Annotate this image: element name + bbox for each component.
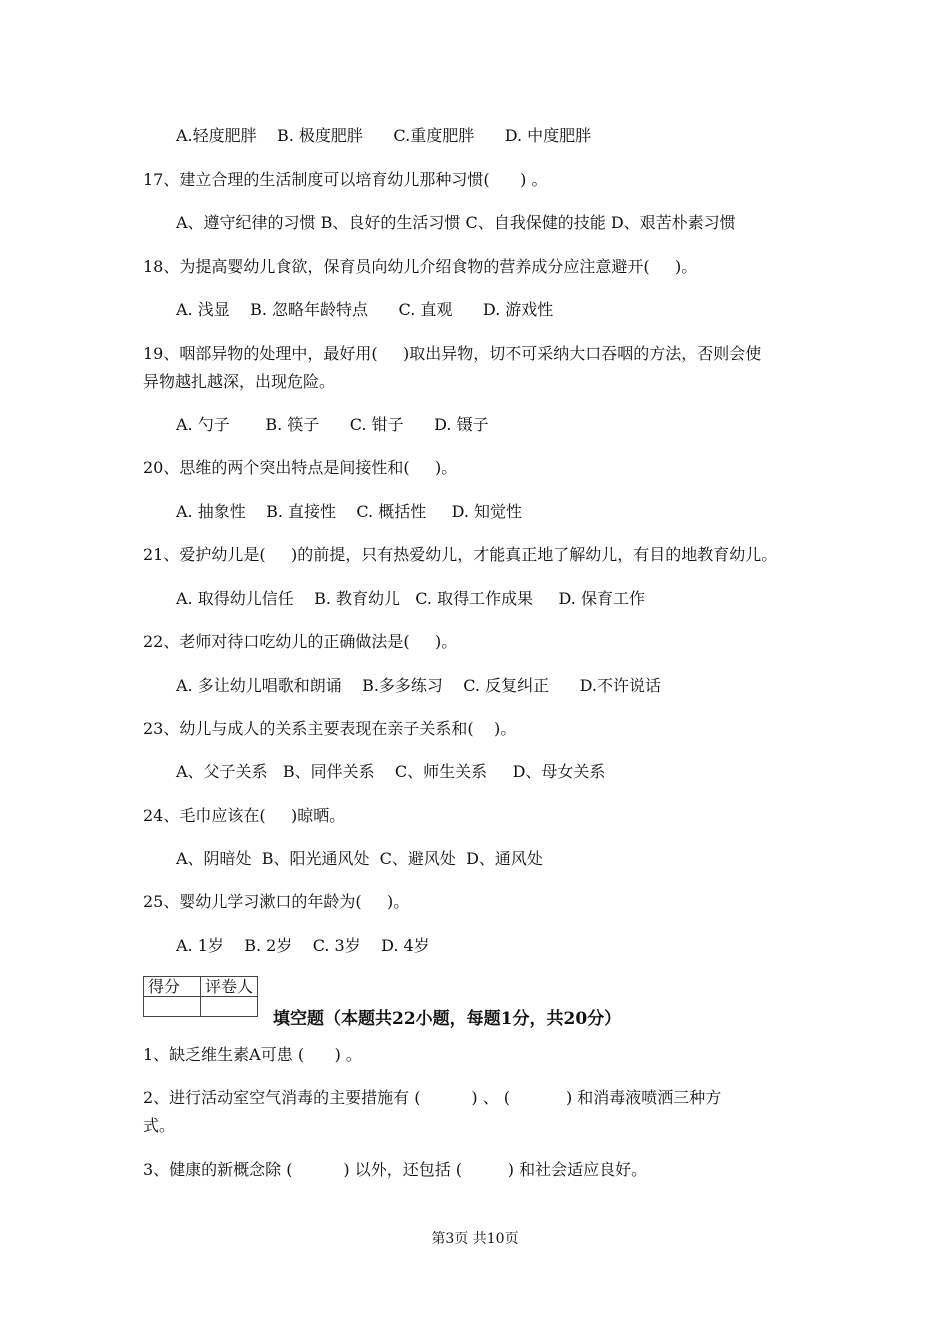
q16-options: A.轻度肥胖 B. 极度肥胖 C.重度肥胖 D. 中度肥胖 xyxy=(176,126,592,145)
score-table xyxy=(143,976,258,1017)
q20-options: A. 抽象性 B. 直接性 C. 概括性 D. 知觉性 xyxy=(176,502,523,521)
question-21: 21、爱护幼儿是( )的前提，只有热爱幼儿，才能真正地了解幼儿，有目的地教育幼儿。 xyxy=(143,545,778,564)
q25-options: A. 1岁 B. 2岁 C. 3岁 D. 4岁 xyxy=(176,936,430,955)
question-17: 17、建立合理的生活制度可以培育幼儿那种习惯( ) 。 xyxy=(143,170,548,189)
q23-options: A、父子关系 B、同伴关系 C、师生关系 D、母女关系 xyxy=(176,762,606,781)
fill-question-2-line2: 式。 xyxy=(143,1116,176,1135)
question-19-line1: 19、咽部异物的处理中，最好用( )取出异物，切不可采纳大口吞咽的方法，否则会使 xyxy=(143,344,762,363)
question-22: 22、老师对待口吃幼儿的正确做法是( )。 xyxy=(143,632,458,651)
q18-options: A. 浅显 B. 忽略年龄特点 C. 直观 D. 游戏性 xyxy=(176,300,554,319)
question-20: 20、思维的两个突出特点是间接性和( )。 xyxy=(143,458,458,477)
q21-options: A. 取得幼儿信任 B. 教育幼儿 C. 取得工作成果 D. 保育工作 xyxy=(176,589,645,608)
fill-question-1: 1、缺乏维生素A可患 ( ) 。 xyxy=(143,1045,362,1064)
q22-options: A. 多让幼儿唱歌和朗诵 B.多多练习 C. 反复纠正 D.不许说话 xyxy=(176,676,661,695)
grader-cell xyxy=(201,997,258,1017)
q17-options: A、遵守纪律的习惯 B、良好的生活习惯 C、自我保健的技能 D、艰苦朴素习惯 xyxy=(176,213,736,232)
question-19-line2: 异物越扎越深，出现危险。 xyxy=(143,372,336,391)
question-25: 25、婴幼儿学习漱口的年龄为( )。 xyxy=(143,892,410,911)
grader-label: 评卷人 xyxy=(201,977,258,997)
fill-question-3: 3、健康的新概念除 ( ) 以外，还包括 ( ) 和社会适应良好。 xyxy=(143,1160,648,1179)
q19-options: A. 勺子 B. 筷子 C. 钳子 D. 镊子 xyxy=(176,415,489,434)
score-cell xyxy=(144,997,201,1017)
score-label: 得分 xyxy=(144,977,201,997)
question-23: 23、幼儿与成人的关系主要表现在亲子关系和( )。 xyxy=(143,719,517,738)
question-18: 18、为提高婴幼儿食欲，保育员向幼儿介绍食物的营养成分应注意避开( )。 xyxy=(143,257,698,276)
section-title: 填空题（本题共22小题，每题1分，共20分） xyxy=(273,1009,622,1029)
page-footer: 第3页 共10页 xyxy=(431,1231,519,1247)
fill-question-2-line1: 2、进行活动室空气消毒的主要措施有 ( ) 、 ( ) 和消毒液喷洒三种方 xyxy=(143,1088,722,1107)
q24-options: A、阴暗处 B、阳光通风处 C、避风处 D、通风处 xyxy=(176,849,543,868)
question-24: 24、毛巾应该在( )晾晒。 xyxy=(143,806,346,825)
